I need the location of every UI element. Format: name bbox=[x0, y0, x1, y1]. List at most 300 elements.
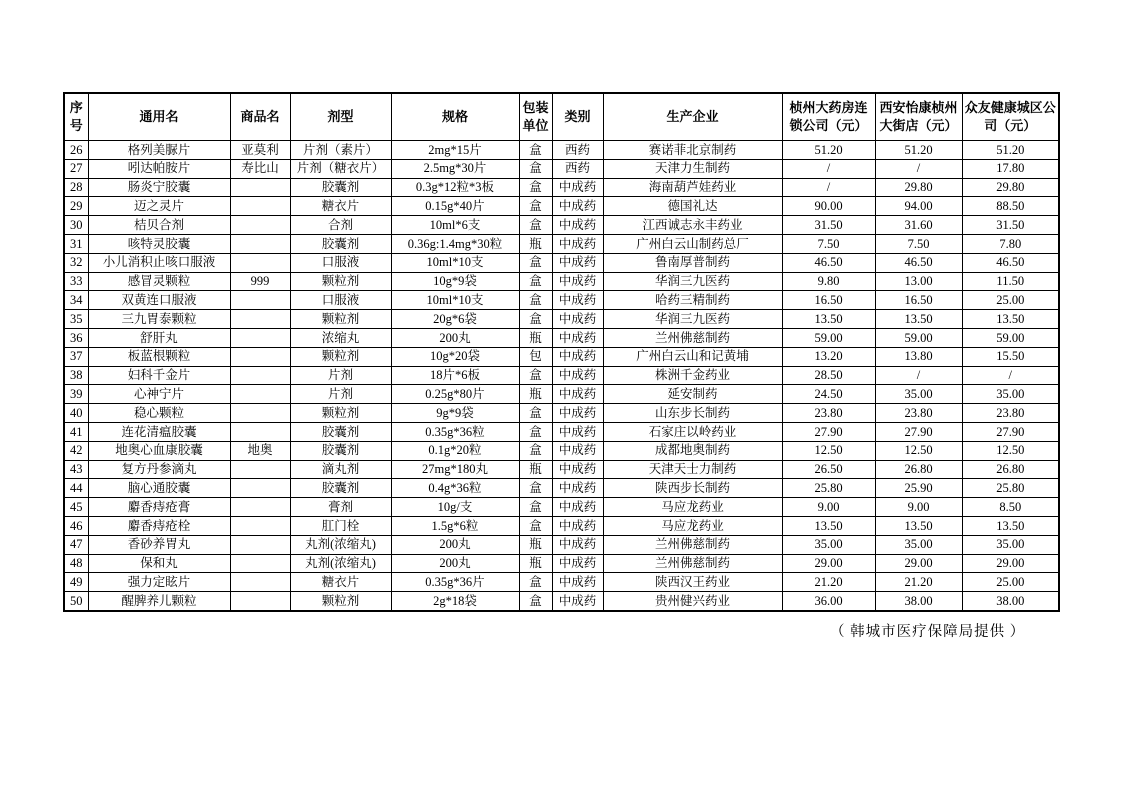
column-header-specification: 规格 bbox=[391, 93, 519, 141]
cell-price-zhenzhou-dayaofang: 13.50 bbox=[782, 310, 875, 329]
cell-price-xian-yikang: 35.00 bbox=[875, 535, 962, 554]
cell-brand-name bbox=[230, 460, 290, 479]
cell-generic-name: 舒肝丸 bbox=[88, 328, 230, 347]
cell-generic-name: 桔贝合剂 bbox=[88, 216, 230, 235]
cell-brand-name bbox=[230, 479, 290, 498]
cell-dosage-form: 胶囊剂 bbox=[290, 479, 391, 498]
table-row bbox=[64, 422, 1059, 441]
cell-generic-name: 双黄连口服液 bbox=[88, 291, 230, 310]
cell-specification: 2.5mg*30片 bbox=[391, 159, 519, 178]
cell-specification: 0.25g*80片 bbox=[391, 385, 519, 404]
cell-packaging-unit: 瓶 bbox=[519, 328, 552, 347]
cell-price-zhenzhou-dayaofang: 13.50 bbox=[782, 516, 875, 535]
table-row bbox=[64, 141, 1059, 160]
cell-index: 46 bbox=[64, 516, 88, 535]
cell-index: 45 bbox=[64, 498, 88, 517]
cell-dosage-form: 片剂 bbox=[290, 385, 391, 404]
cell-packaging-unit: 瓶 bbox=[519, 460, 552, 479]
cell-dosage-form: 浓缩丸 bbox=[290, 328, 391, 347]
table-row bbox=[64, 385, 1059, 404]
cell-category: 中成药 bbox=[552, 573, 603, 592]
cell-specification: 0.1g*20粒 bbox=[391, 441, 519, 460]
cell-generic-name: 连花清瘟胶囊 bbox=[88, 422, 230, 441]
cell-category: 中成药 bbox=[552, 516, 603, 535]
cell-brand-name: 亚莫利 bbox=[230, 141, 290, 160]
cell-manufacturer: 兰州佛慈制药 bbox=[603, 328, 782, 347]
table-row bbox=[64, 535, 1059, 554]
cell-dosage-form: 糖衣片 bbox=[290, 573, 391, 592]
cell-specification: 0.36g:1.4mg*30粒 bbox=[391, 234, 519, 253]
cell-specification: 0.3g*12粒*3板 bbox=[391, 178, 519, 197]
cell-index: 33 bbox=[64, 272, 88, 291]
cell-brand-name bbox=[230, 573, 290, 592]
cell-dosage-form: 颗粒剂 bbox=[290, 310, 391, 329]
cell-price-zhongyou-health: 35.00 bbox=[962, 385, 1059, 404]
cell-manufacturer: 广州白云山制药总厂 bbox=[603, 234, 782, 253]
cell-price-zhongyou-health: 51.20 bbox=[962, 141, 1059, 160]
cell-price-xian-yikang: 35.00 bbox=[875, 385, 962, 404]
column-header-brand-name: 商品名 bbox=[230, 93, 290, 141]
cell-category: 中成药 bbox=[552, 178, 603, 197]
cell-price-zhongyou-health: 25.80 bbox=[962, 479, 1059, 498]
cell-generic-name: 格列美脲片 bbox=[88, 141, 230, 160]
cell-price-xian-yikang: 12.50 bbox=[875, 441, 962, 460]
cell-price-xian-yikang: 27.90 bbox=[875, 422, 962, 441]
cell-price-zhongyou-health: 27.90 bbox=[962, 422, 1059, 441]
cell-dosage-form: 丸剂(浓缩丸) bbox=[290, 554, 391, 573]
cell-specification: 2g*18袋 bbox=[391, 592, 519, 611]
cell-price-zhenzhou-dayaofang: 46.50 bbox=[782, 253, 875, 272]
cell-category: 中成药 bbox=[552, 291, 603, 310]
cell-index: 44 bbox=[64, 479, 88, 498]
cell-index: 34 bbox=[64, 291, 88, 310]
cell-specification: 200丸 bbox=[391, 554, 519, 573]
cell-generic-name: 地奥心血康胶囊 bbox=[88, 441, 230, 460]
cell-brand-name bbox=[230, 347, 290, 366]
cell-packaging-unit: 瓶 bbox=[519, 554, 552, 573]
table-row bbox=[64, 479, 1059, 498]
cell-generic-name: 咳特灵胶囊 bbox=[88, 234, 230, 253]
cell-dosage-form: 胶囊剂 bbox=[290, 234, 391, 253]
cell-category: 西药 bbox=[552, 159, 603, 178]
table-row bbox=[64, 234, 1059, 253]
cell-dosage-form: 糖衣片 bbox=[290, 197, 391, 216]
cell-price-xian-yikang: 9.00 bbox=[875, 498, 962, 517]
cell-price-zhenzhou-dayaofang: 25.80 bbox=[782, 479, 875, 498]
cell-generic-name: 肠炎宁胶囊 bbox=[88, 178, 230, 197]
table-row bbox=[64, 498, 1059, 517]
cell-price-zhongyou-health: 17.80 bbox=[962, 159, 1059, 178]
cell-price-zhongyou-health: 13.50 bbox=[962, 310, 1059, 329]
cell-packaging-unit: 盒 bbox=[519, 291, 552, 310]
cell-index: 47 bbox=[64, 535, 88, 554]
cell-generic-name: 保和丸 bbox=[88, 554, 230, 573]
column-header-price-zhongyou-health: 众友健康城区公司（元） bbox=[962, 93, 1059, 141]
cell-manufacturer: 华润三九医药 bbox=[603, 272, 782, 291]
cell-manufacturer: 贵州健兴药业 bbox=[603, 592, 782, 611]
cell-generic-name: 麝香痔疮膏 bbox=[88, 498, 230, 517]
cell-index: 49 bbox=[64, 573, 88, 592]
cell-manufacturer: 广州白云山和记黄埔 bbox=[603, 347, 782, 366]
cell-generic-name: 三九胃泰颗粒 bbox=[88, 310, 230, 329]
cell-index: 41 bbox=[64, 422, 88, 441]
cell-manufacturer: 海南葫芦娃药业 bbox=[603, 178, 782, 197]
cell-generic-name: 感冒灵颗粒 bbox=[88, 272, 230, 291]
cell-price-zhenzhou-dayaofang: 90.00 bbox=[782, 197, 875, 216]
cell-price-xian-yikang: 13.80 bbox=[875, 347, 962, 366]
cell-generic-name: 强力定眩片 bbox=[88, 573, 230, 592]
table-row bbox=[64, 216, 1059, 235]
cell-brand-name bbox=[230, 535, 290, 554]
cell-price-xian-yikang: 46.50 bbox=[875, 253, 962, 272]
cell-generic-name: 心神宁片 bbox=[88, 385, 230, 404]
cell-price-zhongyou-health: 25.00 bbox=[962, 291, 1059, 310]
cell-price-zhenzhou-dayaofang: 9.00 bbox=[782, 498, 875, 517]
cell-dosage-form: 胶囊剂 bbox=[290, 441, 391, 460]
cell-price-zhongyou-health: 29.00 bbox=[962, 554, 1059, 573]
column-header-manufacturer: 生产企业 bbox=[603, 93, 782, 141]
cell-brand-name bbox=[230, 385, 290, 404]
cell-price-zhongyou-health: 31.50 bbox=[962, 216, 1059, 235]
cell-price-zhongyou-health: 23.80 bbox=[962, 404, 1059, 423]
cell-dosage-form: 颗粒剂 bbox=[290, 404, 391, 423]
cell-price-zhenzhou-dayaofang: 35.00 bbox=[782, 535, 875, 554]
cell-specification: 27mg*180丸 bbox=[391, 460, 519, 479]
cell-index: 37 bbox=[64, 347, 88, 366]
cell-brand-name bbox=[230, 422, 290, 441]
cell-price-xian-yikang: 51.20 bbox=[875, 141, 962, 160]
cell-category: 中成药 bbox=[552, 234, 603, 253]
cell-price-xian-yikang: 29.00 bbox=[875, 554, 962, 573]
cell-packaging-unit: 盒 bbox=[519, 498, 552, 517]
cell-price-zhenzhou-dayaofang: 12.50 bbox=[782, 441, 875, 460]
cell-category: 中成药 bbox=[552, 441, 603, 460]
table-header-row bbox=[64, 93, 1059, 141]
cell-price-zhenzhou-dayaofang: 31.50 bbox=[782, 216, 875, 235]
table-row bbox=[64, 516, 1059, 535]
cell-generic-name: 小儿消积止咳口服液 bbox=[88, 253, 230, 272]
cell-price-zhenzhou-dayaofang: 23.80 bbox=[782, 404, 875, 423]
cell-category: 中成药 bbox=[552, 328, 603, 347]
cell-packaging-unit: 盒 bbox=[519, 479, 552, 498]
column-header-packaging-unit: 包装单位 bbox=[519, 93, 552, 141]
table-row bbox=[64, 310, 1059, 329]
cell-category: 中成药 bbox=[552, 385, 603, 404]
cell-packaging-unit: 盒 bbox=[519, 422, 552, 441]
cell-generic-name: 妇科千金片 bbox=[88, 366, 230, 385]
cell-packaging-unit: 包 bbox=[519, 347, 552, 366]
cell-price-zhongyou-health: 7.80 bbox=[962, 234, 1059, 253]
cell-packaging-unit: 盒 bbox=[519, 516, 552, 535]
cell-manufacturer: 德国礼达 bbox=[603, 197, 782, 216]
cell-manufacturer: 兰州佛慈制药 bbox=[603, 535, 782, 554]
cell-dosage-form: 口服液 bbox=[290, 253, 391, 272]
table-row bbox=[64, 366, 1059, 385]
cell-price-zhenzhou-dayaofang: 26.50 bbox=[782, 460, 875, 479]
cell-index: 35 bbox=[64, 310, 88, 329]
cell-generic-name: 迈之灵片 bbox=[88, 197, 230, 216]
cell-specification: 0.15g*40片 bbox=[391, 197, 519, 216]
cell-manufacturer: 陕西汉王药业 bbox=[603, 573, 782, 592]
cell-brand-name bbox=[230, 291, 290, 310]
cell-specification: 0.35g*36片 bbox=[391, 573, 519, 592]
cell-generic-name: 脑心通胶囊 bbox=[88, 479, 230, 498]
table-row bbox=[64, 197, 1059, 216]
cell-index: 39 bbox=[64, 385, 88, 404]
cell-price-xian-yikang: 23.80 bbox=[875, 404, 962, 423]
cell-category: 西药 bbox=[552, 141, 603, 160]
cell-dosage-form: 合剂 bbox=[290, 216, 391, 235]
cell-packaging-unit: 盒 bbox=[519, 573, 552, 592]
cell-price-zhenzhou-dayaofang: 21.20 bbox=[782, 573, 875, 592]
cell-specification: 10g*20袋 bbox=[391, 347, 519, 366]
cell-price-zhenzhou-dayaofang: 36.00 bbox=[782, 592, 875, 611]
cell-price-zhongyou-health: 46.50 bbox=[962, 253, 1059, 272]
column-header-price-zhenzhou-dayaofang: 桢州大药房连锁公司（元） bbox=[782, 93, 875, 141]
cell-packaging-unit: 盒 bbox=[519, 366, 552, 385]
cell-index: 48 bbox=[64, 554, 88, 573]
cell-manufacturer: 天津天士力制药 bbox=[603, 460, 782, 479]
cell-manufacturer: 马应龙药业 bbox=[603, 498, 782, 517]
cell-price-xian-yikang: 31.60 bbox=[875, 216, 962, 235]
cell-manufacturer: 成都地奥制药 bbox=[603, 441, 782, 460]
cell-brand-name bbox=[230, 366, 290, 385]
cell-category: 中成药 bbox=[552, 479, 603, 498]
column-header-category: 类别 bbox=[552, 93, 603, 141]
cell-category: 中成药 bbox=[552, 216, 603, 235]
cell-generic-name: 稳心颗粒 bbox=[88, 404, 230, 423]
cell-category: 中成药 bbox=[552, 592, 603, 611]
cell-generic-name: 复方丹参滴丸 bbox=[88, 460, 230, 479]
cell-dosage-form: 颗粒剂 bbox=[290, 592, 391, 611]
cell-price-xian-yikang: 13.00 bbox=[875, 272, 962, 291]
cell-index: 36 bbox=[64, 328, 88, 347]
cell-manufacturer: 天津力生制药 bbox=[603, 159, 782, 178]
cell-index: 38 bbox=[64, 366, 88, 385]
cell-category: 中成药 bbox=[552, 310, 603, 329]
cell-dosage-form: 片剂 bbox=[290, 366, 391, 385]
cell-specification: 9g*9袋 bbox=[391, 404, 519, 423]
cell-packaging-unit: 盒 bbox=[519, 253, 552, 272]
cell-packaging-unit: 盒 bbox=[519, 178, 552, 197]
cell-packaging-unit: 盒 bbox=[519, 592, 552, 611]
cell-index: 31 bbox=[64, 234, 88, 253]
table-row bbox=[64, 592, 1059, 611]
cell-price-zhenzhou-dayaofang: 29.00 bbox=[782, 554, 875, 573]
column-header-dosage-form: 剂型 bbox=[290, 93, 391, 141]
cell-specification: 10g*9袋 bbox=[391, 272, 519, 291]
cell-price-xian-yikang: / bbox=[875, 159, 962, 178]
cell-specification: 10ml*10支 bbox=[391, 253, 519, 272]
cell-category: 中成药 bbox=[552, 422, 603, 441]
cell-category: 中成药 bbox=[552, 197, 603, 216]
cell-manufacturer: 马应龙药业 bbox=[603, 516, 782, 535]
drug-price-table bbox=[63, 92, 1060, 612]
cell-price-xian-yikang: 13.50 bbox=[875, 310, 962, 329]
cell-brand-name bbox=[230, 554, 290, 573]
cell-price-zhenzhou-dayaofang: 16.50 bbox=[782, 291, 875, 310]
table-body bbox=[64, 141, 1059, 611]
cell-price-zhongyou-health: 38.00 bbox=[962, 592, 1059, 611]
cell-dosage-form: 口服液 bbox=[290, 291, 391, 310]
cell-index: 42 bbox=[64, 441, 88, 460]
cell-packaging-unit: 盒 bbox=[519, 310, 552, 329]
table-row bbox=[64, 347, 1059, 366]
cell-price-zhenzhou-dayaofang: 9.80 bbox=[782, 272, 875, 291]
cell-brand-name bbox=[230, 197, 290, 216]
cell-packaging-unit: 瓶 bbox=[519, 385, 552, 404]
cell-price-xian-yikang: / bbox=[875, 366, 962, 385]
cell-category: 中成药 bbox=[552, 554, 603, 573]
table-row bbox=[64, 554, 1059, 573]
cell-packaging-unit: 盒 bbox=[519, 197, 552, 216]
cell-dosage-form: 膏剂 bbox=[290, 498, 391, 517]
cell-manufacturer: 江西诚志永丰药业 bbox=[603, 216, 782, 235]
table-row bbox=[64, 328, 1059, 347]
cell-price-xian-yikang: 38.00 bbox=[875, 592, 962, 611]
cell-price-xian-yikang: 25.90 bbox=[875, 479, 962, 498]
cell-packaging-unit: 盒 bbox=[519, 159, 552, 178]
cell-generic-name: 醒脾养儿颗粒 bbox=[88, 592, 230, 611]
cell-price-zhenzhou-dayaofang: 59.00 bbox=[782, 328, 875, 347]
table-row bbox=[64, 460, 1059, 479]
cell-brand-name bbox=[230, 310, 290, 329]
cell-price-zhongyou-health: 88.50 bbox=[962, 197, 1059, 216]
cell-manufacturer: 哈药三精制药 bbox=[603, 291, 782, 310]
cell-index: 28 bbox=[64, 178, 88, 197]
cell-price-zhenzhou-dayaofang: 13.20 bbox=[782, 347, 875, 366]
footer-note: （ 韩城市医疗保障局提供 ） bbox=[830, 624, 1026, 640]
cell-price-zhongyou-health: 59.00 bbox=[962, 328, 1059, 347]
cell-price-xian-yikang: 7.50 bbox=[875, 234, 962, 253]
cell-specification: 10ml*6支 bbox=[391, 216, 519, 235]
cell-price-zhongyou-health: 29.80 bbox=[962, 178, 1059, 197]
cell-index: 32 bbox=[64, 253, 88, 272]
cell-price-xian-yikang: 21.20 bbox=[875, 573, 962, 592]
cell-index: 26 bbox=[64, 141, 88, 160]
cell-price-zhongyou-health: 25.00 bbox=[962, 573, 1059, 592]
cell-specification: 0.4g*36粒 bbox=[391, 479, 519, 498]
cell-price-xian-yikang: 29.80 bbox=[875, 178, 962, 197]
column-header-index: 序号 bbox=[64, 93, 88, 141]
cell-price-xian-yikang: 16.50 bbox=[875, 291, 962, 310]
table-row bbox=[64, 404, 1059, 423]
cell-manufacturer: 兰州佛慈制药 bbox=[603, 554, 782, 573]
cell-index: 29 bbox=[64, 197, 88, 216]
cell-category: 中成药 bbox=[552, 498, 603, 517]
cell-index: 30 bbox=[64, 216, 88, 235]
cell-packaging-unit: 瓶 bbox=[519, 234, 552, 253]
cell-packaging-unit: 瓶 bbox=[519, 535, 552, 554]
cell-price-zhongyou-health: 35.00 bbox=[962, 535, 1059, 554]
cell-price-zhongyou-health: 11.50 bbox=[962, 272, 1059, 291]
cell-manufacturer: 陕西步长制药 bbox=[603, 479, 782, 498]
cell-manufacturer: 株洲千金药业 bbox=[603, 366, 782, 385]
cell-specification: 200丸 bbox=[391, 328, 519, 347]
cell-category: 中成药 bbox=[552, 460, 603, 479]
cell-price-zhenzhou-dayaofang: 27.90 bbox=[782, 422, 875, 441]
cell-generic-name: 板蓝根颗粒 bbox=[88, 347, 230, 366]
cell-specification: 10g/支 bbox=[391, 498, 519, 517]
cell-specification: 1.5g*6粒 bbox=[391, 516, 519, 535]
cell-generic-name: 香砂养胃丸 bbox=[88, 535, 230, 554]
cell-packaging-unit: 盒 bbox=[519, 272, 552, 291]
cell-price-xian-yikang: 94.00 bbox=[875, 197, 962, 216]
cell-price-zhenzhou-dayaofang: 51.20 bbox=[782, 141, 875, 160]
table-row bbox=[64, 441, 1059, 460]
cell-dosage-form: 颗粒剂 bbox=[290, 272, 391, 291]
cell-dosage-form: 滴丸剂 bbox=[290, 460, 391, 479]
cell-manufacturer: 山东步长制药 bbox=[603, 404, 782, 423]
cell-index: 40 bbox=[64, 404, 88, 423]
cell-price-zhongyou-health: 13.50 bbox=[962, 516, 1059, 535]
cell-price-xian-yikang: 13.50 bbox=[875, 516, 962, 535]
column-header-price-xian-yikang: 西安怡康桢州大街店（元） bbox=[875, 93, 962, 141]
table-row bbox=[64, 159, 1059, 178]
cell-manufacturer: 鲁南厚普制药 bbox=[603, 253, 782, 272]
cell-specification: 20g*6袋 bbox=[391, 310, 519, 329]
cell-brand-name bbox=[230, 404, 290, 423]
cell-price-xian-yikang: 59.00 bbox=[875, 328, 962, 347]
cell-dosage-form: 胶囊剂 bbox=[290, 178, 391, 197]
cell-dosage-form: 丸剂(浓缩丸) bbox=[290, 535, 391, 554]
cell-index: 50 bbox=[64, 592, 88, 611]
cell-specification: 200丸 bbox=[391, 535, 519, 554]
cell-brand-name: 999 bbox=[230, 272, 290, 291]
cell-brand-name: 地奥 bbox=[230, 441, 290, 460]
cell-brand-name: 寿比山 bbox=[230, 159, 290, 178]
cell-price-zhongyou-health: 26.80 bbox=[962, 460, 1059, 479]
column-header-generic-name: 通用名 bbox=[88, 93, 230, 141]
table-row bbox=[64, 573, 1059, 592]
cell-category: 中成药 bbox=[552, 366, 603, 385]
cell-brand-name bbox=[230, 234, 290, 253]
cell-dosage-form: 片剂（糖衣片） bbox=[290, 159, 391, 178]
table-row bbox=[64, 272, 1059, 291]
cell-dosage-form: 颗粒剂 bbox=[290, 347, 391, 366]
cell-category: 中成药 bbox=[552, 404, 603, 423]
cell-manufacturer: 延安制药 bbox=[603, 385, 782, 404]
cell-specification: 2mg*15片 bbox=[391, 141, 519, 160]
cell-manufacturer: 华润三九医药 bbox=[603, 310, 782, 329]
cell-packaging-unit: 盒 bbox=[519, 441, 552, 460]
cell-price-zhenzhou-dayaofang: / bbox=[782, 178, 875, 197]
cell-brand-name bbox=[230, 253, 290, 272]
cell-specification: 10ml*10支 bbox=[391, 291, 519, 310]
cell-category: 中成药 bbox=[552, 347, 603, 366]
cell-generic-name: 麝香痔疮栓 bbox=[88, 516, 230, 535]
cell-manufacturer: 石家庄以岭药业 bbox=[603, 422, 782, 441]
cell-category: 中成药 bbox=[552, 272, 603, 291]
cell-generic-name: 吲达帕胺片 bbox=[88, 159, 230, 178]
table-row bbox=[64, 253, 1059, 272]
cell-dosage-form: 片剂（素片） bbox=[290, 141, 391, 160]
cell-dosage-form: 肛门栓 bbox=[290, 516, 391, 535]
cell-specification: 18片*6板 bbox=[391, 366, 519, 385]
cell-price-zhenzhou-dayaofang: 7.50 bbox=[782, 234, 875, 253]
cell-dosage-form: 胶囊剂 bbox=[290, 422, 391, 441]
cell-packaging-unit: 盒 bbox=[519, 404, 552, 423]
cell-manufacturer: 赛诺菲北京制药 bbox=[603, 141, 782, 160]
table-row bbox=[64, 178, 1059, 197]
cell-price-zhenzhou-dayaofang: 28.50 bbox=[782, 366, 875, 385]
cell-brand-name bbox=[230, 498, 290, 517]
cell-packaging-unit: 盒 bbox=[519, 141, 552, 160]
cell-brand-name bbox=[230, 328, 290, 347]
cell-index: 43 bbox=[64, 460, 88, 479]
cell-brand-name bbox=[230, 592, 290, 611]
cell-price-zhongyou-health: / bbox=[962, 366, 1059, 385]
